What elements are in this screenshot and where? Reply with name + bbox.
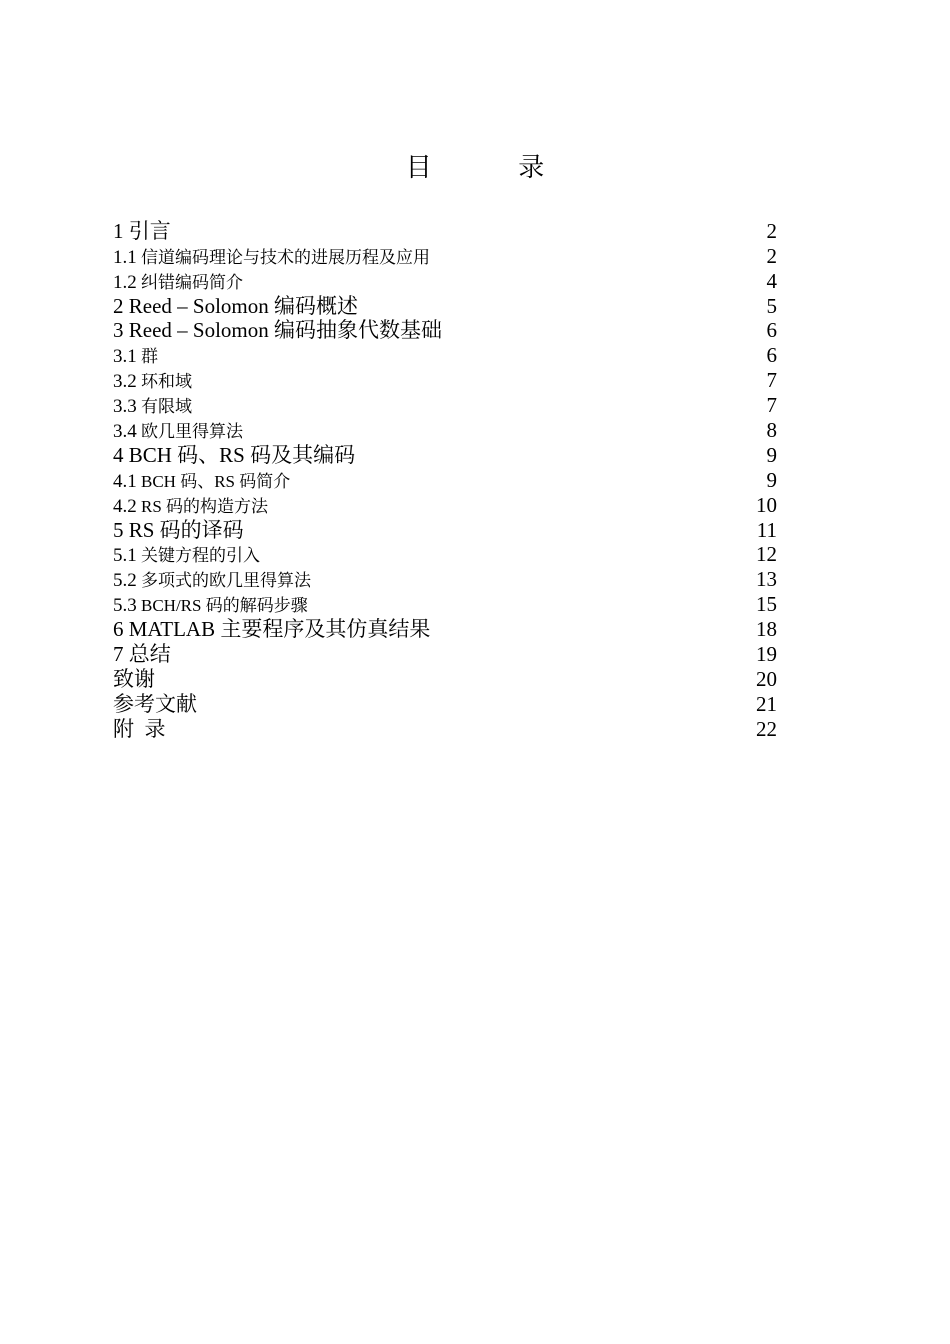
toc-entry-page-number: 21 [756,691,777,716]
toc-entry-number: 2 [113,293,124,318]
toc-entry-number: 7 [113,642,124,667]
toc-entry-page-number: 2 [766,243,777,268]
toc-entry-page-number: 2 [766,218,777,243]
toc-entry-label [113,644,171,665]
toc-entry[interactable] [113,319,777,344]
toc-entry-text: 参考文献 [113,691,197,716]
toc-entry-number: 3.3 [113,396,137,418]
toc-entry-text: 群 [141,347,158,367]
toc-entry-page-number: 6 [766,318,777,343]
toc-entry-page-number: 12 [756,542,777,567]
toc-entry[interactable] [113,642,777,667]
toc-entry-page-number: 19 [756,642,777,667]
toc-entry-label [113,422,243,441]
toc-entry-number: 3.1 [113,346,137,368]
toc-entry-page-number: 9 [766,467,777,492]
toc-entry-text: 欧几里得算法 [141,422,243,442]
toc-entry-number: 6 [113,617,124,642]
toc-entry[interactable] [113,269,777,294]
toc-entry-text: 纠错编码简介 [141,272,243,292]
toc-entry-label [113,372,192,391]
toc-entry-label [113,248,430,267]
toc-entry-text: 引言 [128,218,171,243]
toc-entry-text: RS 码的构造方法 [141,496,269,516]
toc-entry-text: BCH 码、RS 码及其编码 [128,442,356,467]
toc-entry-page-number: 11 [756,517,777,542]
toc-entry[interactable] [113,244,777,269]
toc-entry-label [113,716,166,741]
toc-entry-label [113,571,311,590]
toc-entry-text: RS 码的译码 [128,517,244,542]
toc-entry-label [113,293,358,318]
toc-entry-number: 5 [113,517,124,542]
toc-entry-number: 3.2 [113,371,137,393]
toc-entry[interactable] [113,543,777,568]
toc-title: 目 录 [405,153,585,182]
toc-entry-page-number: 20 [756,666,777,691]
toc-entry-number: 1.2 [113,271,137,293]
toc-entry-text: MATLAB 主要程序及其仿真结果 [128,617,431,642]
toc-entry[interactable] [113,468,777,493]
toc-entry[interactable] [113,443,777,468]
toc-entry-label [113,596,308,615]
toc-entry-text: 关键方程的引入 [141,546,260,566]
toc-entry-label [113,619,430,640]
toc-list [113,219,777,742]
toc-entry-page-number: 18 [756,617,777,642]
toc-entry[interactable] [113,692,777,717]
toc-entry-number: 5.3 [113,595,137,617]
toc-entry-text: BCH 码、RS 码简介 [141,471,291,491]
toc-entry-label [113,497,268,516]
toc-entry[interactable] [113,418,777,443]
toc-entry[interactable] [113,368,777,393]
toc-entry[interactable] [113,294,777,319]
toc-entry[interactable] [113,717,777,742]
toc-entry-text: 有限域 [141,397,192,417]
toc-entry-page-number: 5 [766,293,777,318]
toc-entry-page-number: 13 [756,567,777,592]
toc-entry[interactable] [113,667,777,692]
toc-entry[interactable] [113,493,777,518]
toc-entry-page-number: 4 [766,268,777,293]
toc-entry-label [113,517,244,542]
toc-entry[interactable] [113,617,777,642]
toc-entry-label [113,442,356,467]
toc-entry[interactable] [113,219,777,244]
toc-entry-page-number: 7 [766,393,777,418]
toc-entry[interactable] [113,567,777,592]
toc-entry-page-number: 8 [766,418,777,443]
toc-entry-text: 附 录 [113,716,166,741]
toc-entry-number: 5.1 [113,545,137,567]
toc-entry[interactable] [113,393,777,418]
toc-entry-text: Reed – Solomon 编码抽象代数基础 [128,318,442,343]
toc-entry-label [113,397,192,416]
toc-entry[interactable] [113,343,777,368]
toc-entry-text: Reed – Solomon 编码概述 [128,293,358,318]
toc-entry-text: 环和域 [141,372,192,392]
toc-entry-label [113,218,171,243]
toc-entry-label [113,273,243,292]
toc-entry-page-number: 22 [756,716,777,741]
toc-entry-label [113,472,290,491]
toc-entry-page-number: 15 [756,592,777,617]
toc-entry-text: 总结 [128,642,171,667]
toc-entry-page-number: 6 [766,343,777,368]
toc-entry-label [113,347,158,366]
toc-entry-text: 多项式的欧几里得算法 [141,571,311,591]
toc-entry-number: 1.1 [113,246,137,268]
toc-entry-number: 3 [113,318,124,343]
toc-entry-text: 致谢 [113,666,155,691]
toc-entry-page-number: 7 [766,368,777,393]
toc-entry-label [113,546,260,565]
toc-entry-page-number: 9 [766,442,777,467]
toc-entry-number: 3.4 [113,421,137,443]
toc-entry-page-number: 10 [756,492,777,517]
toc-entry-number: 4 [113,442,124,467]
toc-entry-text: 信道编码理论与技术的进展历程及应用 [141,247,430,267]
toc-entry-number: 4.1 [113,470,137,492]
toc-entry-label [113,691,197,716]
toc-entry[interactable] [113,592,777,617]
toc-entry-text: BCH/RS 码的解码步骤 [141,596,308,616]
toc-entry-label [113,320,442,341]
toc-entry[interactable] [113,518,777,543]
toc-entry-number: 1 [113,218,124,243]
toc-entry-label [113,666,155,691]
toc-entry-number: 4.2 [113,495,137,517]
toc-entry-number: 5.2 [113,570,137,592]
